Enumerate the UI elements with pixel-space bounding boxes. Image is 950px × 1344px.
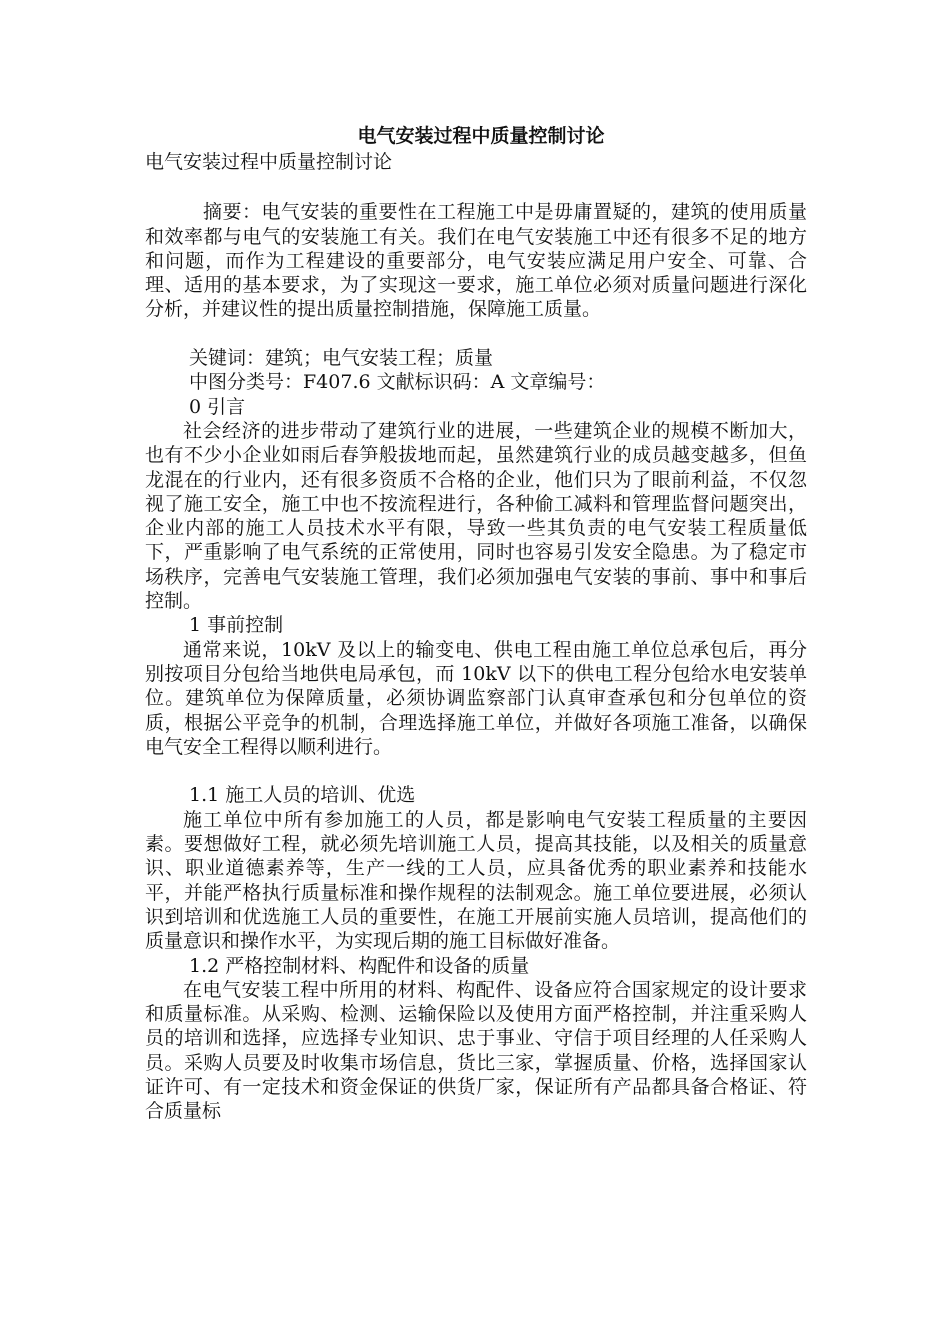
section-heading-introduction: 0 引言 <box>189 395 246 418</box>
document-title: 电气安装过程中质量控制讨论 <box>357 125 605 147</box>
abstract-paragraph: 摘要：电气安装的重要性在工程施工中是毋庸置疑的，建筑的使用质量和效率都与电气的安装施工有关。我们在电气安装施工中还有很多不足的地方和问题，而作为工程建设的重要部分，电气安装应满足用户安全、可靠、合理、适用的基本要求，为了实现这一要求，施工单位必须对质量问题进行深化分析，并建议性的提出质量控制措施，保障施工质量。 <box>145 201 807 321</box>
section-heading-pre-control: 1 事前控制 <box>189 614 284 637</box>
introduction-paragraph: 社会经济的进步带动了建筑行业的进展，一些建筑企业的规模不断加大，也有不少小企业如雨后春笋般拔地而起，虽然建筑行业的成员越变越多，但鱼龙混在的行业内，还有很多资质不合格的企业，他们只为了眼前利益，不仅忽视了施工安全，施工中也不按流程进行，各种偷工减料和管理监督问题突出，企业内部的施工人员技术水平有限，导致一些其负责的电气安装工程质量低下，严重影响了电气系统的正常使用，同时也容易引发安全隐患。为了稳定市场秩序，完善电气安装施工管理，我们必须加强电气安装的事前、事中和事后控制。 <box>145 419 807 613</box>
material-quality-paragraph: 在电气安装工程中所用的材料、构配件、设备应符合国家规定的设计要求和质量标准。从采购、检测、运输保险以及使用方面严格控制，并注重采购人员的培训和选择，应选择专业知识、忠于事业、守信于项目经理的人任采购人员。采购人员要及时收集市场信息，货比三家，掌握质量、价格，选择国家认证许可、有一定技术和资金保证的供货厂家，保证所有产品都具备合格证、符合质量标 <box>145 978 807 1123</box>
pre-control-paragraph: 通常来说，10kV 及以上的输变电、供电工程由施工单位总承包后，再分别按项目分包给当地供电局承包，而 10kV 以下的供电工程分包给水电安装单位。建筑单位为保障质量，必须协调监察部门认真审查承包和分包单位的资质，根据公平竞争的机制，合理选择施工单位，并做好各项施工准备，以确保电气安全工程得以顺利进行。 <box>145 638 807 758</box>
section-heading-staff-training: 1.1 施工人员的培训、优选 <box>189 784 416 807</box>
spacer <box>145 322 807 346</box>
staff-training-paragraph: 施工单位中所有参加施工的人员，都是影响电气安装工程质量的主要因素。要想做好工程，就必须先培训施工人员，提高其技能，以及相关的质量意识、职业道德素养等，生产一线的工人员，应具备优秀的职业素养和技能水平，并能严格执行质量标准和操作规程的法制观念。施工单位要进展，必须认识到培训和优选施工人员的重要性，在施工开展前实施人员培训，提高他们的质量意识和操作水平，为实现后期的施工目标做好准备。 <box>145 808 807 953</box>
document-page <box>145 122 807 1124</box>
keywords-line: 关键词：建筑；电气安装工程；质量 <box>189 347 494 370</box>
section-heading-material-quality: 1.2 严格控制材料、构配件和设备的质量 <box>189 954 530 977</box>
spacer <box>145 759 807 783</box>
classification-line: 中图分类号：F407.6 文献标识码：A 文章编号： <box>189 371 606 394</box>
document-subtitle: 电气安装过程中质量控制讨论 <box>145 151 393 173</box>
spacer <box>145 174 807 200</box>
